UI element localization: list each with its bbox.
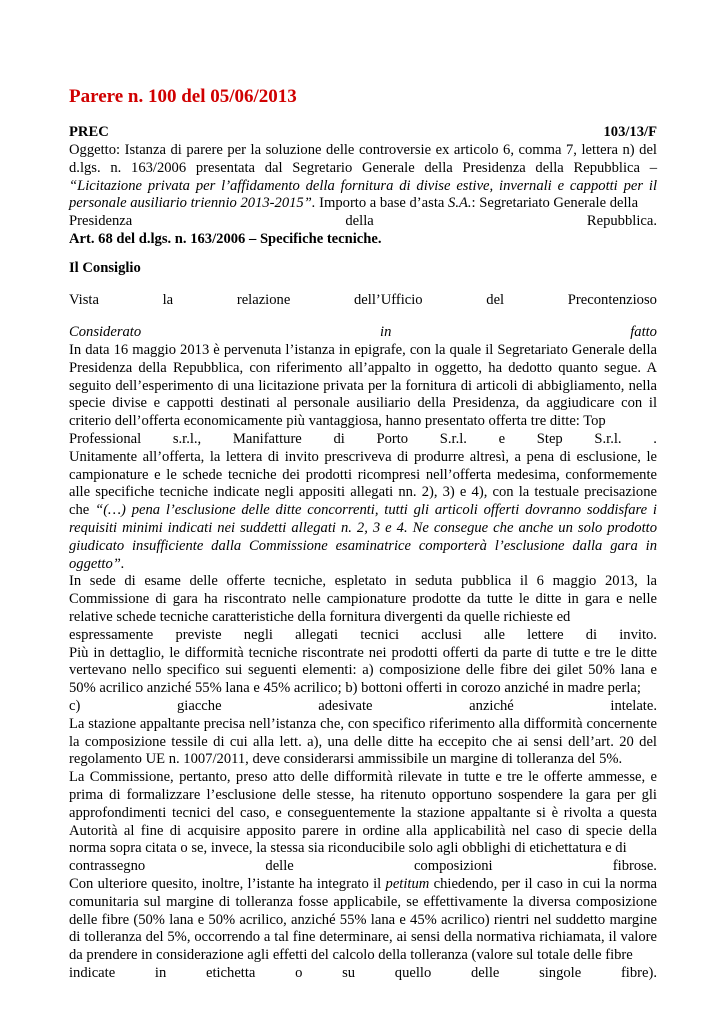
word: lettere — [527, 626, 564, 643]
paragraph-3: In sede di esame delle offerte tecniche, espletato in seduta pubblica il 6 maggio 2013, la Commissione di gara ha riscontrato nelle campionature prodotte da tutte le ditte in gara e nelle relative schede tecniche caratteristiche della fornitura divergenti da quelle richieste ed — [69, 573, 657, 625]
word: fibre). — [620, 964, 657, 981]
word: delle — [265, 858, 294, 875]
word: quello — [394, 964, 432, 981]
oggetto-tail-a: Importo a base d’asta — [319, 195, 445, 212]
word: di — [333, 430, 345, 447]
word: contrassegno — [69, 858, 146, 875]
word: composizioni — [413, 858, 493, 875]
paragraph-5: La stazione appaltante precisa nell’istanza che, con specifico riferimento alla difformità concernente la composizione tessile di cui alla lett. a), una delle ditte ha eccepito che ai sensi dell’art. 20 del regolamento UE n. 1007/2011, deve considerarsi ammissibile un margine di tolleranza del 5%. — [69, 715, 657, 768]
word: in — [154, 964, 167, 981]
oggetto-quote: “Licitazione privata per l’affidamento della fornitura di divise estive, invernali e cappotti per il personale ausiliario triennio 2013-2015”. — [69, 177, 657, 212]
vista-line — [69, 292, 657, 310]
word: anziché — [469, 697, 514, 714]
word: indicate — [69, 964, 116, 981]
reference-code-right: 103/13/F — [603, 124, 657, 140]
consiglio-heading: Il Consiglio — [69, 260, 141, 276]
page-title: Parere n. 100 del 05/06/2013 — [69, 86, 297, 107]
word: della — [345, 213, 374, 230]
word: o — [295, 964, 303, 981]
paragraph-7-petitum: petitum — [385, 875, 430, 892]
oggetto-last-line — [69, 213, 657, 231]
word: fibrose. — [612, 858, 657, 875]
word: Repubblica. — [586, 213, 657, 230]
word: espressamente — [69, 626, 154, 643]
paragraph-6-last-line — [69, 858, 657, 876]
word: . — [653, 430, 657, 447]
word: delle — [470, 964, 500, 981]
word: tecnici — [360, 626, 400, 643]
word: e — [498, 430, 506, 447]
word: intelate. — [610, 697, 657, 714]
oggetto-section — [69, 142, 657, 249]
considerato-heading — [69, 324, 657, 342]
word: alle — [483, 626, 505, 643]
word: la — [162, 292, 174, 308]
oggetto-lead: Oggetto: Istanza di parere per la soluzione delle controversie ex articolo 6, comma 7, lettera n) del d.lgs. n. 163/2006 presentata dal Segretario Generale della Presidenza della Repubblica – — [69, 142, 657, 176]
oggetto-tail-b: : Segretariato Generale della — [471, 195, 639, 212]
word: Professional — [69, 430, 142, 447]
paragraph-1-last-line — [69, 431, 657, 449]
word: adesivate — [318, 697, 373, 714]
word: S.r.l. — [594, 430, 622, 447]
facts-section — [69, 342, 657, 983]
word: Considerato — [69, 324, 142, 340]
word: Presidenza — [69, 213, 133, 230]
word: di — [585, 626, 598, 643]
word: acclusi — [421, 626, 462, 643]
word: singole — [539, 964, 582, 981]
word: previste — [175, 626, 222, 643]
word: Manifatture — [232, 430, 302, 447]
paragraph-7-lead: Con ulteriore quesito, inoltre, l’istante ha integrato il — [69, 875, 382, 892]
word: giacche — [177, 697, 222, 714]
word: fatto — [630, 324, 657, 340]
word: S.r.l. — [439, 430, 467, 447]
reference-header — [69, 124, 657, 142]
paragraph-2-quote: “(…) pena l’esclusione delle ditte concorrenti, tutti gli articoli offerti dovranno soddisfare i requisiti minimi indicati nei suddetti allegati n. 2, 3 e 4. Ne consegue che anche un solo prodotto giudicato insufficiente dalla Commissione esaminatrice comporterà l’esclusione dalla gara in oggetto”. — [69, 502, 657, 572]
word: del — [486, 292, 505, 308]
paragraph-7-text: chiedendo, per il caso in cui la norma comunitaria sul margine di tolleranza fosse applicabile, se effettivamente la diversa composizione delle fibre (50% lana e 50% acrilico, anziché 55% lana e 45% acrilico) rientri nel suddetto margine di tolleranza del 5%, occorrendo a tal fine determinare, ai sensi della normativa richiamata, il valore da prendere in considerazione agli effetti del calcolo della tolleranza (valore sul totale delle fibre — [69, 875, 658, 964]
word: negli — [243, 626, 273, 643]
paragraph-7 — [69, 876, 657, 965]
word: invito. — [619, 626, 657, 643]
word: Precontenzioso — [567, 292, 657, 308]
word: c) — [69, 697, 81, 714]
word: su — [342, 964, 356, 981]
word: dell’Ufficio — [353, 292, 423, 308]
word: Vista — [69, 292, 99, 308]
word: in — [380, 324, 392, 340]
paragraph-4: Più in dettaglio, le difformità tecniche riscontrate nei prodotti offerti da parte di tutte e tre le ditte vertevano nello specifico sui seguenti elementi: a) composizione delle fibre dei gilet 50% lana e 50% acrilico anziché 55% lana e 45% acrilico; b) bottoni offerti in corozo anziché in madre perla; — [69, 644, 657, 697]
paragraph-4-last-line — [69, 698, 657, 716]
word: Porto — [376, 430, 409, 447]
reference-code-left: PREC — [69, 124, 109, 140]
word: etichetta — [205, 964, 256, 981]
paragraph-7-last-line — [69, 965, 657, 983]
word: Step — [536, 430, 563, 447]
paragraph-2 — [69, 449, 657, 574]
word: allegati — [295, 626, 339, 643]
paragraph-1: In data 16 maggio 2013 è pervenuta l’istanza in epigrafe, con la quale il Segretariato Generale della Presidenza della Repubblica, con riferimento all’appalto in oggetto, ha dedotto quanto segue. A seguito dell’esperimento di una licitazione privata per la fornitura di articoli di abbigliamento, nella specie divise e cappotti destinati al personale ausiliario della Presidenza, da aggiudicare con il criterio dell’offerta economicamente più vantaggiosa, hanno presentato offerta tre ditte: Top — [69, 342, 657, 430]
paragraph-6: La Commissione, pertanto, preso atto delle difformità rilevate in tutte e tre le offerte ammesse, e prima di formalizzare l’esclusione delle stesse, ha ritenuto opportuno sospendere la gara per gli approfondimenti tecnici del caso, e conseguentemente la stazione appaltante si è rivolta a questa Autorità al fine di acquisire apposito parere in ordine alla applicabilità nel caso di specie della norma sopra citata o se, invece, la stessa sia riconducibile solo agli obblighi di etichettatura e di — [69, 769, 657, 857]
paragraph-3-last-line — [69, 627, 657, 645]
word: s.r.l., — [172, 430, 202, 447]
article-reference: Art. 68 del d.lgs. n. 163/2006 – Specifiche tecniche. — [69, 230, 382, 247]
oggetto-sa: S.A. — [448, 195, 472, 212]
word: relazione — [236, 292, 291, 308]
paragraph-2-text: Unitamente all’offerta, la lettera di invito prescriveva di produrre altresì, a pena di esclusione, le campionature e le schede tecniche dei prodotti ricompresi nell’offerta medesima, conformemente alle specifiche tecniche indicate negli appositi allegati nn. 2), 3) e 4), con la testuale precisazione che — [69, 448, 657, 519]
